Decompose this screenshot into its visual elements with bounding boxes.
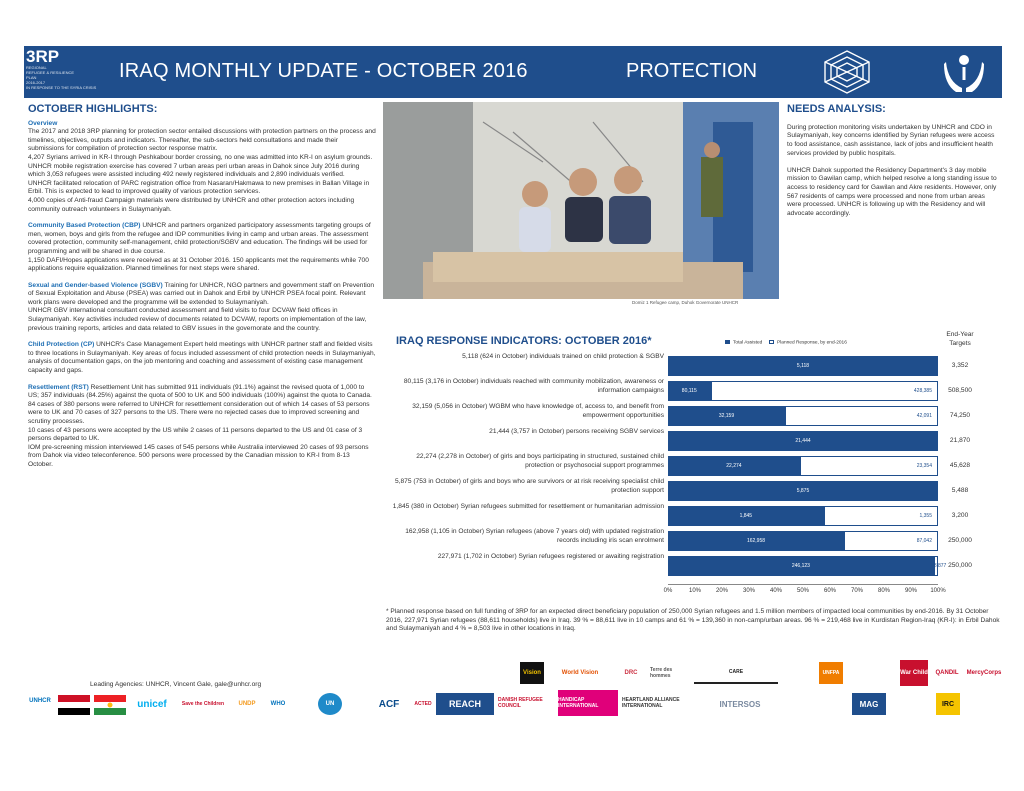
page-title: IRAQ MONTHLY UPDATE - OCTOBER 2016	[119, 60, 528, 82]
bar-planned-label: 23,354	[916, 463, 932, 469]
indicator-label: 1,845 (380 in October) Syrian refugees submitted for resettlement or humanitarian admission	[392, 503, 664, 510]
highlight-item: UNHCR facilitated relocation of PARC registration office from Nasaran/Hakmawa to new premises in Ballan Village in Erbil. This is expected to lead to improved quality of various protection services.	[28, 179, 370, 196]
partner-logo: unicef	[137, 698, 167, 710]
partner-logo: CARE	[694, 662, 778, 684]
partner-logo: ACTED	[414, 701, 432, 707]
sgbv-title: Sexual and Gender-based Violence (SGBV)	[28, 281, 163, 289]
sgbv-item: UNHCR GBV international consultant conducted assessment and field visits to four DCVAW field offices in Sulaymaniyah. Key activities included review of documents related to DCVAW, reports on implementation of the law, previous training reports, articles and data related to GBV issues in the governorate and the country.	[28, 307, 367, 332]
legend-swatch-achieved	[725, 340, 730, 344]
partner-logo: UNDP	[238, 701, 256, 707]
legend-planned: Planned Response, by end-2016	[777, 340, 847, 346]
legend-achieved: Total Assisted	[733, 340, 763, 346]
cbp-text: UNHCR and partners organized participatory assessments targeting groups of men, women, boys and girls from the refugee and IDP communities living in camp and urban areas. The assessment covered protection, community self-management, child protection/SGBV and education. The findings will be used for programming and will be shared in due course.	[28, 222, 371, 255]
indicator-label: 80,115 (3,176 in October) individuals reached with community mobilization, awareness or information campaigns	[403, 378, 664, 394]
bar-achieved-label: 21,444	[795, 438, 811, 444]
chart-title: IRAQ RESPONSE INDICATORS: OCTOBER 2016*	[396, 335, 652, 347]
partner-logo: ACF	[378, 698, 400, 710]
partner-logo: Terre des hommes	[650, 667, 673, 679]
bar-planned-label: 428,385	[913, 388, 932, 394]
x-tick-label: 70%	[850, 588, 863, 594]
partner-logo: Save the Children	[181, 701, 225, 707]
x-tick-label: 50%	[796, 588, 809, 594]
logo-line: REGIONAL	[26, 65, 47, 70]
lead-agencies: Leading Agencies: UNHCR, Vincent Gale, gale@unhcr.org	[90, 681, 262, 688]
indicator-label: 162,958 (1,105 in October) Syrian refugees (above 7 years old) with updated registration records including iris scan enrolment	[405, 528, 664, 544]
needs-analysis	[787, 105, 1000, 227]
needs-paragraph: During protection monitoring visits undertaken by UNHCR and CDO in Sulaymaniyah, key concerns identified by Syrian refugees were access to food assistance, cash assistance, lack of jobs and insufficient health services provided by public hospitals.	[787, 123, 995, 157]
needs-heading: NEEDS ANALYSIS:	[787, 103, 886, 115]
end-year-target: 3,352	[951, 362, 969, 369]
indicator-label: 32,159 (5,056 in October) WGBM who have knowledge of, access to, and benefit from empowerment opportunities	[412, 403, 664, 419]
x-tick-label: 40%	[769, 588, 782, 594]
partner-logos	[24, 660, 1004, 720]
cbp-item: 1,150 DAFI/Hopes applications were received as at 31 October 2016. 150 applicants met the requirements while 700 applications require equalization. Planned timelines for next steps were shared.	[28, 256, 369, 273]
sgbv-paragraph	[28, 282, 376, 308]
indicator-label: 227,971 (1,702 in October) Syrian refugees registered or awaiting registration	[437, 553, 664, 560]
rst-item: 10 cases of 43 persons were accepted by the US while 2 cases of 11 persons departed to the US and 01 case of 3 persons departed to UK.	[28, 426, 363, 443]
bar-planned-label: 42,091	[916, 413, 932, 419]
bar-achieved-label: 5,118	[796, 363, 810, 369]
sector-emblem-icon	[817, 48, 877, 96]
partner-logo: War Child	[900, 660, 928, 686]
indicator-label: 5,875 (753 in October) of girls and boys who are survivors or at risk receiving specialist child protection support	[395, 478, 664, 494]
cp-text: UNHCR's Case Management Expert held meetings with UNHCR partner staff and fielded visits to three locations in Sulaymaniyah. Key areas of focus included assessment of child protection needs in Sulaymaniyah, analysis of documentation gaps, on the job mentoring and coaching and assessment of existing case management capacity and gaps.	[28, 341, 376, 375]
end-year-target: 45,628	[949, 462, 971, 469]
partner-logo: Vision	[520, 662, 544, 684]
x-tick-label: 30%	[742, 588, 755, 594]
partner-logo: WHO	[270, 701, 286, 707]
partner-logo: INTERSOS	[719, 699, 761, 709]
x-tick-label: 10%	[688, 588, 701, 594]
chart-footnote: * Planned response based on full funding of 3RP for an expected direct beneficiary population of 250,000 Syrian refugees and 1.5 million members of impacted local communities by end-2016. By 31 October 2016, 227,971 Syrian refugees (88,611 households) live in Iraq. 39 % = 88,611 live in 10 camps and 61 % = 139,360 in non-camp/urban areas. 96 % = 219,468 live in Kurdistan Region-Iraq (KR-I): in Erbil Dahok and Sulaymaniyah and 4 % = 8,503 live in other locations in Iraq.	[386, 608, 1000, 633]
cp-title: Child Protection (CP)	[28, 341, 95, 349]
partner-logo: DANISH REFUGEE COUNCIL	[498, 697, 543, 709]
rst-item: 84 cases of 380 persons were referred to UNHCR for resettlement consideration out of which 14 cases of 53 persons were to UK and 70 cases of 327 persons to the US. There were no rejected cases due to improved screening and scrutiny processes.	[28, 400, 370, 425]
logo-text: 3RP	[26, 47, 60, 66]
partner-logo: UNFPA	[819, 662, 843, 684]
rst-item: IOM pre-screening mission interviewed 145 cases of 545 persons while Australia interviewed 20 cases of 93 persons from Dahok via video teleconference. 500 persons were processed by the Canadian mission to KR-I from 8-13 October.	[28, 443, 369, 468]
bar-achieved-label: 80,115	[681, 388, 697, 394]
end-year-target: 3,200	[951, 512, 969, 519]
partner-logo: QANDIL	[935, 670, 959, 676]
cbp-paragraph	[28, 222, 376, 256]
bar-achieved-label: 246,123	[791, 563, 810, 569]
partner-logo: MAG	[852, 693, 886, 715]
highlights-heading: OCTOBER HIGHLIGHTS:	[28, 103, 158, 115]
header-banner	[24, 46, 1002, 98]
bar-achieved-label: 32,159	[718, 413, 735, 419]
bar-achieved-label: 1,845	[739, 513, 753, 519]
indicator-label: 21,444 (3,757 in October) persons receiving SGBV services	[489, 428, 664, 435]
kurdistan-flag-icon	[94, 695, 126, 715]
rst-text: Resettlement Unit has submitted 911 individuals (91.1%) against the revised quota of 1,000 to US; 357 individuals (84.25%) against the quota of 500 to UK and 500 individuals (100%) against the quota to Canada.	[28, 383, 372, 400]
x-tick-label: 20%	[715, 588, 728, 594]
end-year-target: 250,000	[948, 562, 972, 569]
partner-logo: MercyCorps	[966, 670, 1002, 676]
logo-line: PLAN	[26, 75, 37, 80]
end-year-target: 508,500	[948, 387, 972, 394]
rst-paragraph	[28, 384, 376, 401]
children-photo	[383, 102, 779, 299]
partner-logo: DRC	[624, 670, 638, 676]
needs-paragraph: UNHCR Dahok supported the Residency Department's 3 day mobile mission to Gawilan camp, which helped resolve a long standing issue to access to residency card for Gawilan and Akre residents. However, only 567 residents of camps were processed and none from urban areas were processed. UNHCR is following up with the Residency and will advocate accordingly.	[787, 166, 997, 218]
photo-caption: Domiz 1 Refugee camp, Duhok Governorate UNHCR	[632, 300, 739, 305]
x-tick-label: 90%	[904, 588, 917, 594]
highlight-item: UNHCR mobile registration exercise has covered 7 urban areas peri urban areas in Dahok since July 2016 during which 3,053 refugees were assisted including 492 newly registered individuals and 2,890 individuals verified.	[28, 162, 360, 179]
legend-swatch-planned	[769, 340, 774, 344]
bar-planned-label: 1,355	[919, 513, 932, 519]
bar-planned-label: 87,042	[916, 538, 932, 544]
sgbv-text: Training for UNHCR, NGO partners and government staff on Prevention of Sexual Exploitation and Abuse (PSEA) was carried out in Dahok and Erbil by UNHCR PSEA focal point. Relevant work plans were developed and the programme will be extended to Sulaymaniyah.	[28, 281, 375, 306]
end-year-target: 5,488	[951, 487, 969, 494]
end-year-label: End-Year Targets	[946, 331, 974, 347]
partner-logo: UNHCR	[29, 698, 51, 704]
highlight-item: 4,207 Syrians arrived in KR-I through Peshkabour border crossing, no one was admitted into KR-I on asylum grounds.	[28, 153, 373, 161]
logo-line: 2016-2017	[26, 80, 46, 85]
cp-paragraph	[28, 341, 376, 375]
bar-achieved-label: 162,958	[746, 538, 766, 544]
overview-title: Overview	[28, 119, 58, 127]
end-year-target: 250,000	[948, 537, 972, 544]
protection-hands-icon	[942, 50, 986, 94]
indicator-label: 22,274 (2,278 in October) of girls and boys participating in structured, sustained child protection or psychosocial support programmes	[416, 453, 664, 469]
logo-line: IN RESPONSE TO THE SYRIA CRISIS	[26, 85, 97, 90]
highlight-item: 4,000 copies of Anti-fraud Campaign materials were distributed by UNHCR and other protection actors including community outreach volunteers in Sulaymaniyah.	[28, 196, 355, 213]
bar-achieved-label: 22,274	[726, 463, 742, 469]
rst-title: Resettlement (RST)	[28, 383, 89, 391]
partner-logo: World Vision	[561, 670, 599, 676]
x-tick-label: 0%	[663, 588, 673, 594]
bar-planned-label: 3,877	[933, 563, 947, 569]
cbp-title: Community Based Protection (CBP)	[28, 222, 141, 230]
sector-title: PROTECTION	[626, 60, 758, 82]
bar-achieved-label: 5,875	[796, 488, 810, 494]
indicator-label: 5,118 (624 in October) individuals trained on child protection & SGBV	[462, 353, 664, 360]
logo-line: REFUGEE & RESILIENCE	[26, 70, 75, 75]
chart-legend	[725, 340, 847, 345]
end-year-target: 21,870	[949, 437, 971, 444]
partner-logo: HANDICAP INTERNATIONAL	[558, 690, 618, 716]
x-tick-label: 80%	[877, 588, 890, 594]
partner-logo: UN	[318, 693, 342, 715]
partner-logo: REACH	[436, 693, 494, 715]
iraq-flag-icon	[58, 695, 90, 715]
partner-logo: HEARTLAND ALLIANCE INTERNATIONAL	[622, 697, 680, 709]
x-tick-label: 100%	[930, 588, 946, 594]
x-tick-label: 60%	[823, 588, 836, 594]
partner-logo: IRC	[936, 693, 960, 715]
overview-text: The 2017 and 2018 3RP planning for protection sector entailed discussions with protection partners on the process and timelines, objectives, outputs and indicators. Thereafter, the sub-sectors held consultations and made their submissions for compilation of protection sector response matrix.	[28, 128, 376, 153]
end-year-target: 74,250	[949, 412, 971, 419]
3rp-logo	[26, 48, 100, 96]
highlights-column	[28, 105, 376, 470]
x-axis	[668, 584, 938, 585]
